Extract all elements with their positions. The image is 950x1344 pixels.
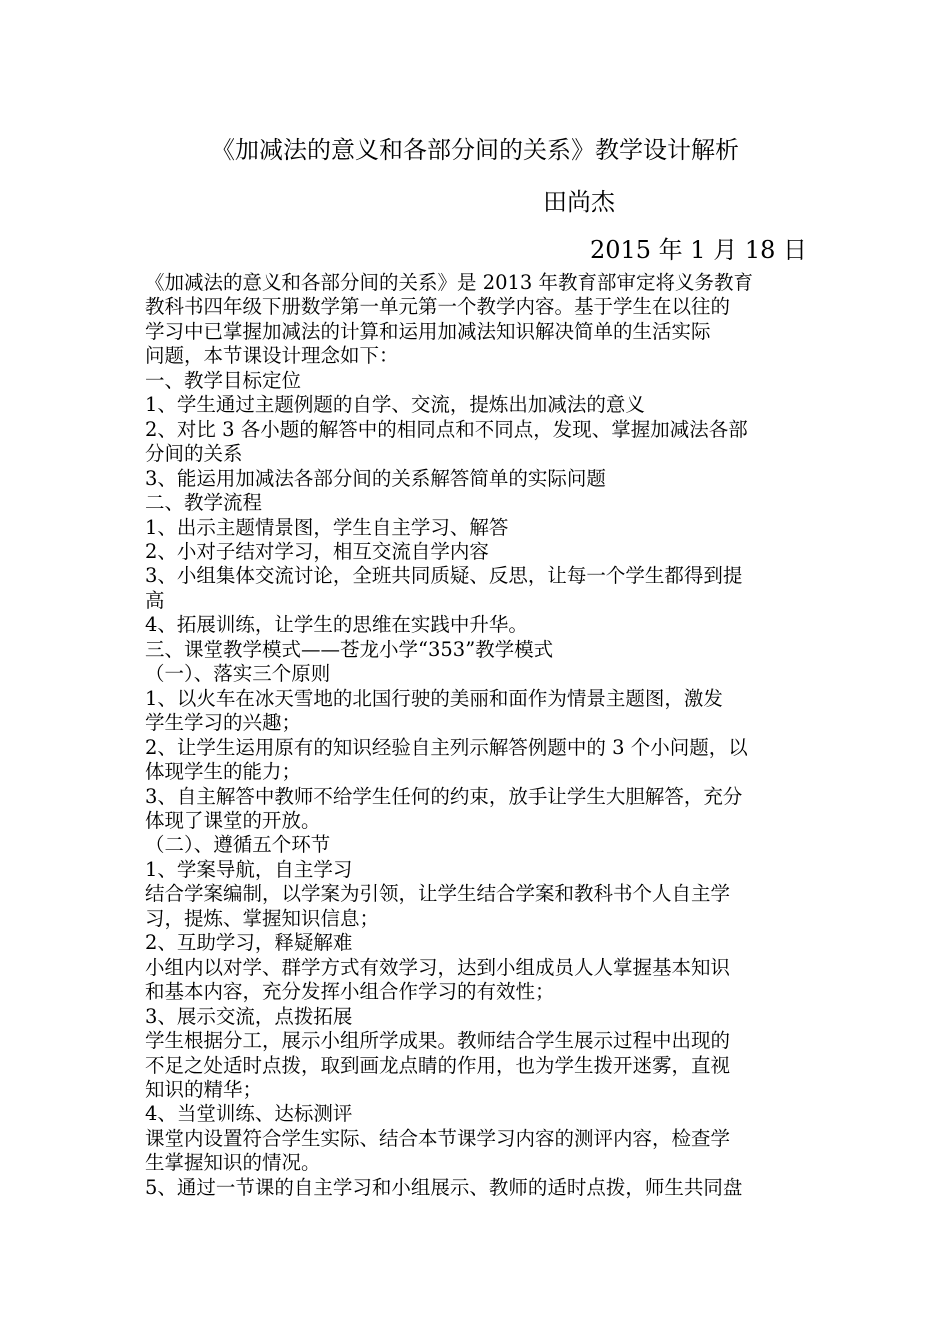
body-line: 2、小对子结对学习，相互交流自学内容: [145, 539, 489, 563]
body-line: 分间的关系: [145, 442, 243, 466]
body-line: 知识的精华；: [145, 1077, 263, 1101]
body-line: 5、通过一节课的自主学习和小组展示、教师的适时点拨，师生共同盘: [145, 1175, 743, 1199]
body-line: 课堂内设置符合学生实际、结合本节课学习内容的测评内容，检查学: [145, 1126, 731, 1150]
body-line: 1、以火车在冰天雪地的北国行驶的美丽和面作为情景主题图，激发: [145, 686, 723, 710]
body-line: 3、小组集体交流讨论，全班共同质疑、反思，让每一个学生都得到提: [145, 564, 743, 588]
body-line: 3、自主解答中教师不给学生任何的约束，放手让学生大胆解答，充分: [145, 784, 743, 808]
body-line: 习，提炼、掌握知识信息；: [145, 906, 380, 930]
body-line: 三、课堂教学模式——苍龙小学“353”教学模式: [145, 637, 554, 661]
body-line: 结合学案编制，以学案为引领，让学生结合学案和教科书个人自主学: [145, 882, 731, 906]
body-line: 学生学习的兴趣；: [145, 711, 302, 735]
body-line: 一、教学目标定位: [145, 368, 302, 392]
body-line: 学习中已掌握加减法的计算和运用加减法知识解决简单的生活实际: [145, 319, 711, 343]
body-line: 4、拓展训练，让学生的思维在实践中升华。: [145, 613, 528, 637]
document-author: 田尚杰: [543, 188, 615, 216]
body-line: 教科书四年级下册数学第一单元第一个教学内容。基于学生在以往的: [145, 295, 731, 319]
body-line: 1、学案导航，自主学习: [145, 857, 353, 881]
body-line: 3、能运用加减法各部分间的关系解答简单的实际问题: [145, 466, 606, 490]
body-line: 《加减法的意义和各部分间的关系》是 2013 年教育部审定将义务教育: [145, 271, 754, 294]
body-line: 生掌握知识的情况。: [145, 1151, 321, 1175]
body-line: （二）、遵循五个环节: [145, 833, 331, 857]
document-body: [145, 271, 807, 1200]
body-line: （一）、落实三个原则: [145, 662, 331, 686]
body-line: 二、教学流程: [145, 491, 263, 515]
body-line: 不足之处适时点拨，取到画龙点睛的作用，也为学生拨开迷雾，直视: [145, 1053, 731, 1077]
body-line: 体现了课堂的开放。: [145, 808, 321, 832]
body-line: 体现学生的能力；: [145, 760, 302, 784]
body-line: 2、对比 3 各小题的解答中的相同点和不同点，发现、掌握加减法各部: [145, 417, 748, 441]
document-date: 2015 年 1 月 18 日: [589, 236, 807, 264]
body-line: 1、出示主题情景图，学生自主学习、解答: [145, 515, 509, 539]
body-line: 1、学生通过主题例题的自学、交流，提炼出加减法的意义: [145, 393, 645, 417]
document-title: 《加减法的意义和各部分间的关系》教学设计解析: [211, 136, 739, 164]
body-line: 小组内以对学、群学方式有效学习，达到小组成员人人掌握基本知识: [145, 955, 731, 979]
body-line: 2、让学生运用原有的知识经验自主列示解答例题中的 3 个小问题，以: [145, 735, 748, 759]
body-line: 2、互助学习，释疑解难: [145, 931, 353, 955]
body-line: 问题，本节课设计理念如下：: [145, 344, 399, 368]
body-line: 高: [145, 588, 165, 612]
body-line: 学生根据分工，展示小组所学成果。教师结合学生展示过程中出现的: [145, 1029, 731, 1053]
body-line: 4、当堂训练、达标测评: [145, 1102, 353, 1126]
body-line: 3、展示交流，点拨拓展: [145, 1004, 353, 1028]
body-line: 和基本内容，充分发挥小组合作学习的有效性；: [145, 980, 555, 1004]
